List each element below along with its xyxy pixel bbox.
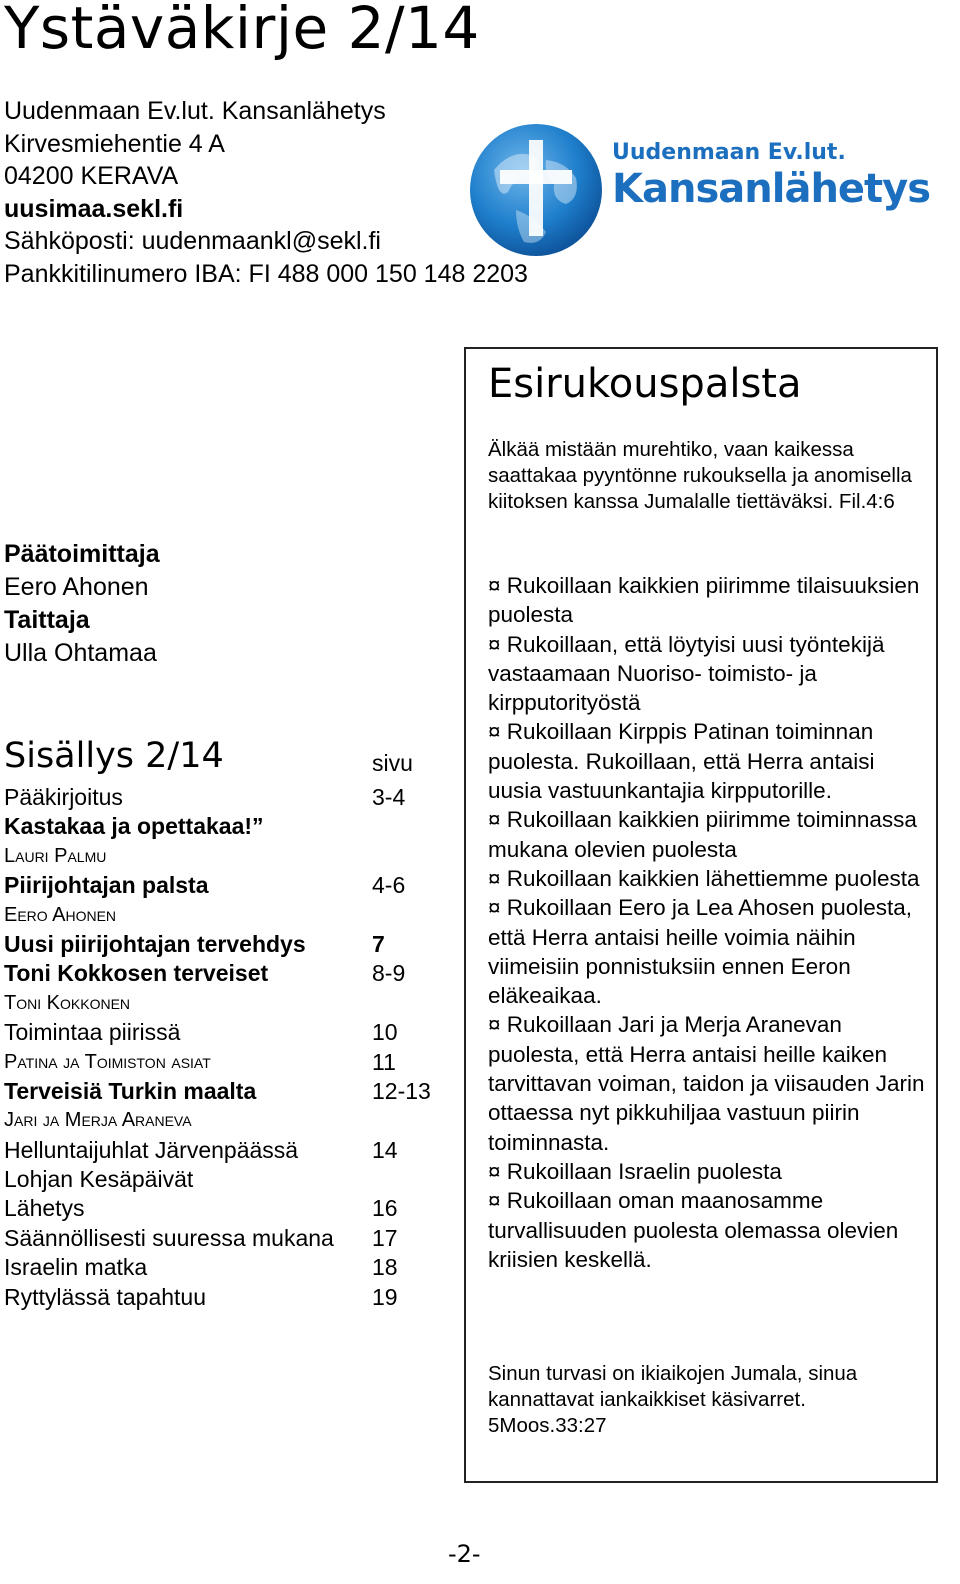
prayer-item: ¤ Rukoillaan oman maanosamme turvallisuuden puolesta olemassa olevien kriisien keskellä. [488,1188,899,1272]
org-logo-wordmark [612,140,930,212]
prayer-item: ¤ Rukoillaan kaikkien piirimme toiminnassa mukana olevien puolesta [488,807,917,862]
toc-title: Lohjan Kesäpäivät [4,1166,194,1193]
toc-row[interactable] [4,812,454,841]
toc-title: Toimintaa piirissä [4,1019,181,1046]
prayer-item: ¤ Rukoillaan, että löytyisi uusi työntekijä vastaamaan Nuoriso- toimisto- ja kirpputorityöstä [488,631,885,716]
toc-row[interactable] [4,1165,454,1194]
toc-row[interactable] [4,1136,454,1165]
toc-row[interactable] [4,1018,454,1047]
toc-page: 19 [372,1283,398,1310]
prayer-column-box [464,347,938,1483]
toc-row[interactable] [4,871,454,900]
toc-page: 14 [372,1136,398,1163]
toc-page: 8-9 [372,960,406,987]
postal-city: 04200 KERAVA [4,162,179,190]
toc-title: Israelin matka [4,1254,148,1281]
bible-verse: Älkää mistään murehtiko, vaan kaikessa saattakaa pyyntönne rukouksella ja anomisella kiitoksen kanssa Jumalalle tiettäväksi. Fil.4:6 [488,438,912,513]
contact-info [4,95,528,290]
street-address: Kirvesmiehentie 4 A [4,129,225,158]
prayer-list [488,571,928,1274]
toc-title: Pääkirjoitus [4,784,123,810]
prayer-item: ¤ Rukoillaan Kirppis Patinan toiminnan puolesta. Rukoillaan, että Herra antaisi uusia vastuunkantajia kirpputorille. [488,719,875,804]
toc-author [4,989,454,1018]
prayer-column-title: Esirukouspalsta [488,361,802,407]
toc-title: Kastakaa ja opettakaa!” [4,813,264,840]
prayer-item: ¤ Rukoillaan Israelin puolesta [488,1158,782,1184]
toc-title: Ryttylässä tapahtuu [4,1283,207,1310]
toc-title: Toni Kokkosen terveiset [4,960,269,987]
toc-row[interactable] [4,783,454,812]
table-of-contents [4,783,454,1312]
toc-row[interactable] [4,930,454,959]
logo-line-1: Uudenmaan Ev.lut. [612,140,846,165]
prayer-item: ¤ Rukoillaan kaikkien lähettiemme puolesta [488,865,920,891]
globe-cross-logo-icon [466,120,606,260]
toc-page: 18 [372,1254,398,1281]
newsletter-title: Ystäväkirje 2/14 [4,0,480,62]
toc-row[interactable] [4,1077,454,1106]
org-name: Uudenmaan Ev.lut. Kansanlähetys [4,97,386,125]
toc-row[interactable] [4,1048,454,1077]
toc-row[interactable] [4,1253,454,1282]
toc-row[interactable] [4,959,454,988]
toc-title: Uusi piirijohtajan tervehdys [4,930,306,957]
editor-name: Eero Ahonen [4,573,149,601]
toc-author [4,1106,454,1135]
toc-title: Piirijohtajan palsta [4,872,209,899]
toc-author [4,901,454,930]
staff-credits [4,538,160,670]
bank-account: Pankkitilinumero IBA: FI 488 000 150 148 2203 [4,259,528,288]
toc-page-column-label: sivu [372,750,413,776]
website-link[interactable]: uusimaa.sekl.fi [4,194,184,223]
layout-label: Taittaja [4,606,90,634]
toc-page: 7 [372,930,385,957]
toc-row[interactable] [4,1283,454,1312]
toc-author-name: Eero Ahonen [4,903,117,926]
toc-page: 10 [372,1019,398,1046]
toc-page: 16 [372,1195,398,1222]
closing-verse: Sinun turvasi on ikiaikojen Jumala, sinua kannattavat iankaikkiset käsivarret. 5Moos.33:27 [488,1362,858,1437]
prayer-item: ¤ Rukoillaan kaikkien piirimme tilaisuuksien puolesta [488,573,920,628]
editor-label: Päätoimittaja [4,540,160,568]
toc-author [4,842,454,871]
toc-title: Terveisiä Turkin maalta [4,1077,257,1104]
toc-author-name: Toni Kokkonen [4,991,131,1014]
page-number: -2- [448,1540,481,1568]
prayer-item: ¤ Rukoillaan Jari ja Merja Aranevan puolesta, että Herra antaisi heille kaiken tarvittavan voiman, taidon ja viisauden Jarin ottaessa nyt pikkuhiljaa vastuun piirin toiminnasta. [488,1012,925,1155]
toc-page: 3-4 [372,784,406,810]
toc-page: 12-13 [372,1077,431,1104]
layout-name: Ulla Ohtamaa [4,639,157,667]
toc-row[interactable] [4,1224,454,1253]
toc-title: Lähetys [4,1195,85,1222]
toc-page: 17 [372,1224,398,1251]
toc-title: Säännöllisesti suuressa mukana [4,1224,334,1251]
toc-author-name: Jari ja Merja Araneva [4,1109,192,1132]
prayer-item: ¤ Rukoillaan Eero ja Lea Ahosen puolesta, että Herra antaisi heille voimia näihin viimeisiin ponnistuksiin ennen Eeron eläkeaikaa. [488,895,913,1009]
toc-row[interactable] [4,1194,454,1223]
toc-heading: Sisällys 2/14 [4,736,224,776]
toc-author-name: Lauri Palmu [4,844,107,867]
email-line[interactable]: Sähköposti: uudenmaankl@sekl.fi [4,227,381,255]
toc-title: Helluntaijuhlat Järvenpäässä [4,1136,299,1163]
toc-page: 4-6 [372,872,406,899]
toc-title: Patina ja Toimiston asiat [4,1050,211,1073]
logo-line-2: Kansanlähetys [612,166,931,212]
toc-page: 11 [372,1048,396,1075]
